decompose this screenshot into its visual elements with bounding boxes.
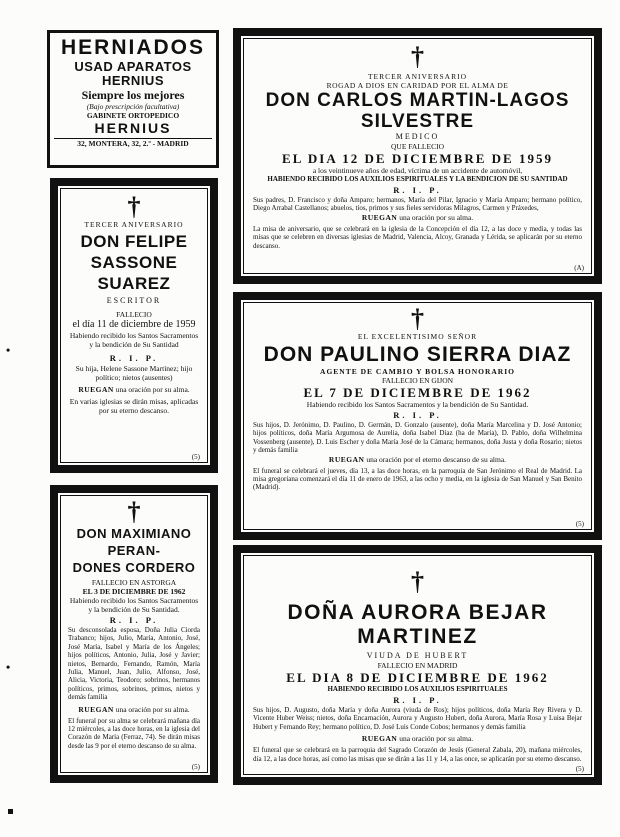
deceased-name: DOÑA AURORA BEJAR MARTINEZ <box>287 601 548 648</box>
cross-icon: † <box>411 42 424 71</box>
family: Su hija, Helene Sassone Martínez; hijo político; nietos (ausentes) <box>75 364 193 382</box>
ad-line: (Bajo prescripción facultativa) <box>86 102 180 111</box>
reference: (A) <box>574 264 584 272</box>
role: AGENTE DE CAMBIO Y BOLSA HONORARIO <box>320 367 515 376</box>
ad-line: GABINETE ORTOPEDICO <box>86 111 180 120</box>
obituary-martin-lagos <box>233 28 602 284</box>
family: Su desconsolada esposa, Doña Julia Ciorda Trabanco; hijos, Julio, María, Antonio, José, José María, Isabel y María de los Ángeles; hijos políticos, Antonio, Julia, José y Javier; nietos, Bernardo, Fernando, Ramón, María Julia, Manuel, Juan, Julio, Alfonso, José, Alicia, Victoria, Teodoro; sobrinos, hermanos políticos, primos, sobrinos, primos, nietos y demás familia <box>68 626 200 702</box>
funeral: El funeral se celebrará el jueves, día 13, a las doce horas, en la parroquia de San Jerónimo el Real de Madrid. La misa gregoriana comenzará el día 11 de enero de 1963, a las ocho y media, en la iglesia de San Manuel y San Benito (Madrid). <box>253 466 582 492</box>
death-date: EL DIA 8 DE DICIEMBRE DE 1962 <box>286 670 549 685</box>
family: Sus hijos, D. Jerónimo, D. Paulino, D. Germán, D. Gonzalo (ausente), doña María Marcelina y D. José Antonio; hijos políticos, doña María Argumosa de Aurelia, doña Isabel Díaz (ha de María), D. Pablo, doña Wilhelmina Vossenberg (ausente), D. Luis Escher y doña María José de la Cámara; hermanos, doña Justa y doña Rosario; nietos y demás familia <box>253 421 582 455</box>
reference: (5) <box>191 453 200 461</box>
heading: EL EXCELENTISIMO SEÑOR <box>357 332 478 341</box>
death-date: EL 3 DE DICIEMBRE DE 1962 <box>82 587 186 596</box>
fallecio: FALLECIO <box>116 310 152 319</box>
family: Sus hijos, D. Augusto, doña María y doña Aurora (viuda de Ros); hijos políticos, doña María Rey Rivera y D. Vicente Huber Weiss; nietos, doña Encarnación, Aurora y Augusto Hubert, doña Aurora, María Rosa y Luisa Bejar Hubert y Fernando Rey; hermano político, D. José Luis Conde Cobos; hermanos y demás familia <box>253 706 582 731</box>
rip: R. I. P. <box>109 353 159 363</box>
ruegan <box>253 734 582 743</box>
funeral: El funeral que se celebrará en la parroquia del Sagrado Corazón de Jesús (General Zabala, 20), mañana miércoles, día 12, a las doce horas, así como las misas que se dirán a las 11 y 14, a las once, se aplicarán por su eterno descanso. <box>253 746 582 763</box>
ruegan-word: RUEGAN <box>78 704 114 714</box>
que-fallecio: QUE FALLECIO <box>391 142 444 151</box>
ad-title: HERNIADOS <box>60 36 205 59</box>
page-footer <box>0 795 620 837</box>
ad-line: USAD APARATOS <box>74 59 192 74</box>
reference: (5) <box>575 765 584 773</box>
rip: R. I. P. <box>393 185 442 195</box>
masses: La misa de aniversario, que se celebrará en la iglesia de la Concepción el día 12, a las doce y media, y todas las misas que se celebren en diversas iglesias de Madrid, Valencia, Alcoy, Granada y Lérida, se aplicarán por su eterno descanso. <box>253 224 582 250</box>
obituary-bejar <box>233 545 602 785</box>
cross-icon: † <box>127 497 141 526</box>
ruegan-text: una oración por su alma. <box>399 212 474 222</box>
rogad: ROGAD A DIOS EN CARIDAD POR EL ALMA DE <box>326 81 509 90</box>
family: Sus padres, D. Francisco y doña Amparo; hermanos, María del Pilar, Ignacio y María Amparo; hermano político, Diego Arrabal Castellanos; abuelos, tíos, primos y sus fieles servidoras Milagros, Carmen y Práxedes, <box>253 196 582 213</box>
role: VIUDA DE HUBERT <box>366 651 469 660</box>
fallecio: FALLECIO EN MADRID <box>377 661 458 670</box>
margin-mark: • <box>6 343 11 357</box>
ad-address: 32, MONTERA, 32, 2.º - MADRID <box>54 138 212 149</box>
ruegan-word: RUEGAN <box>78 385 114 394</box>
hernia-advertisement <box>47 30 219 168</box>
reference: (5) <box>575 520 584 528</box>
sacraments: Habiendo recibido los Santos Sacramentos y la bendición de Su Santidad. <box>69 596 199 614</box>
deceased-name: DON CARLOS MARTIN-LAGOS SILVESTRE <box>265 90 570 132</box>
obituary-sierra <box>233 292 602 540</box>
reference: (5) <box>191 763 200 771</box>
cross-icon: † <box>411 567 424 596</box>
deceased-name: DON PAULINO SIERRA DIAZ <box>263 343 572 366</box>
obituary-sassone <box>50 178 218 473</box>
cross-icon: † <box>127 192 141 221</box>
deceased-name: SUAREZ <box>97 274 171 293</box>
sacraments: HABIENDO RECIBIDO LOS AUXILIOS ESPIRITUALES Y LA BENDICION DE SU SANTIDAD <box>267 175 568 183</box>
heading: TERCER ANIVERSARIO <box>84 220 184 229</box>
role: MEDICO <box>395 132 440 141</box>
funeral: El funeral por su alma se celebrará mañana día 12 miércoles, a las doce horas, en la iglesia del Corazón de María (Ferraz, 74). Se dirán misas desde las 9 por el eterno descanso de su alma. <box>68 716 200 750</box>
rip: R. I. P. <box>393 695 442 705</box>
deceased-name: DON MAXIMIANO PERAN- <box>76 526 192 558</box>
deceased-name: DON FELIPE SASSONE <box>80 232 188 272</box>
ad-line: HERNIUS <box>94 120 172 136</box>
role: ESCRITOR <box>106 296 162 305</box>
rip: R. I. P. <box>109 615 159 625</box>
sacraments: Habiendo recibido los Santos Sacramentos y la bendición de Su Santidad <box>69 331 199 349</box>
cross-icon: † <box>411 304 424 333</box>
sacraments: Habiendo recibido los Santos Sacramentos y la bendición de Su Santidad. <box>306 400 529 409</box>
ad-line: HERNIUS <box>101 73 164 88</box>
death-date: el día 11 de diciembre de 1959 <box>72 319 196 330</box>
death-date: EL 7 DE DICIEMBRE DE 1962 <box>303 385 532 400</box>
ruegan-text: una oración por su alma. <box>399 734 474 744</box>
detail: a los veintinueve años de edad, víctima de un accidente de automóvil, <box>312 166 523 175</box>
rip: R. I. P. <box>393 410 442 420</box>
fallecio: FALLECIO EN ASTORGA <box>91 578 177 587</box>
ruegan-text: una oración por su alma. <box>115 385 190 394</box>
obituary-perandones <box>50 485 218 783</box>
ruegan-text: una oración por el eterno descanso de su alma. <box>366 454 507 464</box>
ruegan <box>68 705 200 714</box>
ruegan <box>253 455 582 464</box>
fallecio: FALLECIO EN GIJON <box>381 376 454 385</box>
sacraments: HABIENDO RECIBIDO LOS AUXILIOS ESPIRITUALES <box>327 685 508 693</box>
ruegan-word: RUEGAN <box>328 454 365 464</box>
ruegan-text: una oración por su alma. <box>115 704 190 714</box>
margin-mark: • <box>6 660 11 674</box>
ruegan <box>68 385 200 394</box>
ruegan-word: RUEGAN <box>361 212 398 222</box>
death-date: EL DIA 12 DE DICIEMBRE DE 1959 <box>282 151 553 166</box>
masses: En varias iglesias se dirán misas, aplicadas por su eterno descanso. <box>69 397 199 415</box>
ruegan <box>253 213 582 222</box>
ruegan-word: RUEGAN <box>361 734 398 744</box>
deceased-name: DONES CORDERO <box>72 560 196 575</box>
heading: TERCER ANIVERSARIO <box>367 72 468 81</box>
ad-line: Siempre los mejores <box>81 88 185 102</box>
footer-mark <box>8 809 13 814</box>
